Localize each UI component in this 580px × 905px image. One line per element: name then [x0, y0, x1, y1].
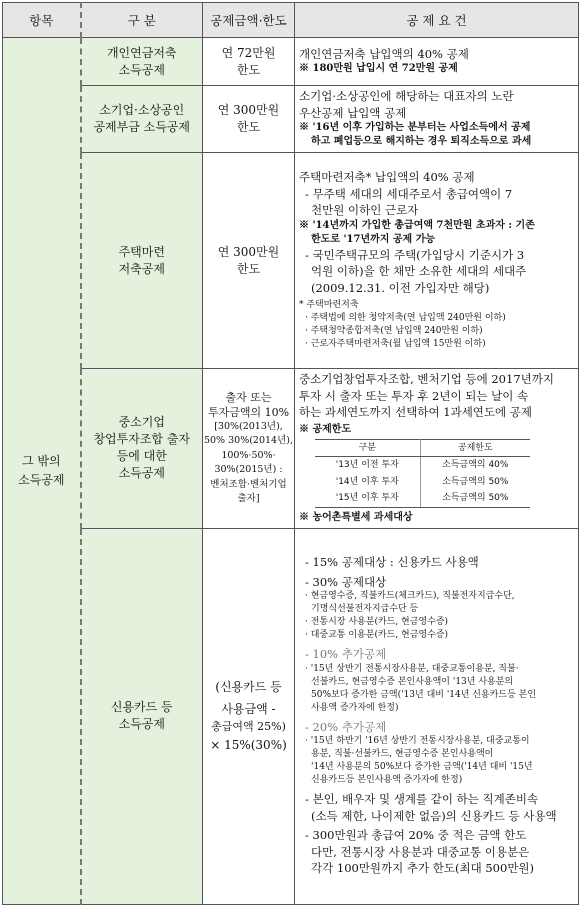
category-label: 중소기업	[118, 415, 165, 430]
subtable-header: 구분	[315, 439, 420, 457]
requirement-note: ※ 농어촌특별세 과세대상	[299, 511, 413, 523]
deduction-limit-subtable	[315, 439, 530, 508]
requirement-text: - 300만원과 총급여 20% 중 적은 금액 한도	[305, 828, 527, 843]
category-cell	[81, 369, 203, 529]
limit-cell	[203, 86, 295, 153]
requirement-cell	[295, 369, 579, 529]
requirement-text: · '15년 하반기 '16년 상반기 전통시장사용분, 대중교통이	[305, 736, 530, 747]
limit-cell	[203, 528, 295, 904]
limit-text: [30%(2013년),	[214, 420, 283, 432]
category-label: 창업투자조합 출자	[93, 432, 191, 447]
table-row	[3, 153, 579, 369]
requirement-note: 하고 폐업등으로 해지하는 경우 퇴직소득으로 과세	[311, 136, 532, 147]
requirement-note: ※ '14년까지 가입한 총급여액 7천만원 초과자 : 기존	[299, 219, 535, 231]
category-label: 개인연금저축	[106, 45, 177, 60]
requirement-text: (2009.12.31. 이전 가입자만 해당)	[311, 280, 490, 295]
category-cell	[81, 153, 203, 369]
requirement-text: 천만원 이하인 근로자	[311, 203, 419, 217]
limit-text: 한도	[236, 261, 261, 276]
item-cell	[3, 38, 81, 905]
limit-text: 벤처조합·벤처기업	[210, 478, 287, 490]
requirement-text: 용분, 직불·선불카드, 현금영수증 본인사용액이	[311, 749, 494, 760]
limit-text: (신용카드 등	[215, 679, 282, 694]
table-row	[3, 528, 579, 904]
requirement-text: 소기업·소상공인에 해당하는 대표자의 노란	[299, 89, 514, 103]
requirement-cell	[295, 86, 579, 153]
category-label: 소득공제	[118, 62, 165, 77]
table-row	[3, 86, 579, 153]
requirement-text: 억원 이하)을 한 채만 소유한 세대의 세대주	[311, 264, 527, 278]
requirement-footnote: · 근로자주택마련저축(월 납입액 15만원 이하)	[305, 339, 486, 349]
limit-text: 30%(2015년) :	[214, 464, 283, 476]
subtable-cell: '14년 이후 투자	[315, 474, 420, 491]
limit-text: 한도	[236, 120, 261, 134]
requirement-text: · 전통시장 사용분(카드, 현금영수증)	[305, 617, 449, 628]
header-item: 항목	[3, 3, 81, 38]
requirement-text: 기명식선불전자지급수단 등	[311, 604, 419, 615]
requirement-text: 각각 100만원까지 추가 한도(최대 500만원)	[311, 861, 535, 876]
requirement-text: - 10% 추가공제	[305, 647, 387, 662]
requirement-text: 50%보다 증가한 금액('13년 대비 '14년 신용카드등 본인	[311, 689, 537, 700]
requirement-footnote: · 주택법에 의한 청약저축(연 납입액 240만원 이하)	[305, 313, 506, 323]
limit-text: 연 300만원	[217, 244, 280, 259]
requirement-text: 신용카드등 본인사용액 증가자에 한정)	[311, 775, 463, 786]
requirement-note: ※ 180만원 납입시 연 72만원 공제	[299, 63, 458, 75]
requirement-text: - 15% 공제대상 : 신용카드 사용액	[305, 555, 479, 570]
requirement-text: 사용액 증가자에 한정)	[311, 702, 399, 713]
table-row	[3, 38, 579, 86]
requirement-text: · 현금영수증, 직불카드(체크카드), 직불전자지급수단,	[305, 591, 515, 602]
limit-text: 총급여액 25%)	[211, 719, 286, 733]
header-requirement: 공 제 요 건	[295, 3, 579, 38]
subtable-cell: '15년 이후 투자	[315, 490, 420, 507]
deduction-table	[2, 2, 579, 905]
requirement-footnote: * 주택마련저축	[299, 300, 359, 310]
category-label: 소기업·소상공인	[99, 103, 185, 117]
item-label: 그 밖의	[21, 453, 61, 468]
requirement-text: · 대중교통 이용분(카드, 현금영수증)	[305, 630, 449, 641]
category-label: 저축공제	[118, 261, 165, 276]
requirement-text: 하는 과세연도까지 선택하여 1과세연도에 공제	[299, 405, 533, 419]
limit-text: 한도	[236, 62, 261, 77]
requirement-text: 투자 시 출자 또는 투자 후 2년이 되는 날이 속	[299, 388, 529, 403]
requirement-text: - 본인, 배우자 및 생계를 같이 하는 직계존비속	[305, 792, 539, 807]
requirement-text: 다만, 전통시장 사용분과 대중교통 이용분은	[311, 844, 530, 859]
requirement-text: 개인연금저축 납입액의 40% 공제	[299, 46, 469, 61]
requirement-text: '14년 사용분의 50%보다 증가한 금액('14년 대비 '15년	[311, 762, 533, 773]
limit-cell	[203, 369, 295, 529]
category-cell	[81, 86, 203, 153]
subtable-header: 공제한도	[420, 439, 530, 457]
requirement-text: - 무주택 세대의 세대주로서 총급여액이 7	[305, 186, 513, 201]
subtable-cell: '13년 이전 투자	[315, 457, 420, 474]
limit-text: 50% 30%(2014년),	[203, 435, 294, 447]
category-label: 소득공제	[118, 466, 165, 481]
subtable-cell: 소득금액의 40%	[442, 460, 509, 470]
requirement-text: · '15년 상반기 전통시장사용분, 대중교통이용분, 직불·	[305, 663, 519, 674]
item-label: 소득공제	[18, 472, 65, 487]
table-header-row	[3, 3, 579, 38]
limit-text: 사용금액 -	[221, 701, 276, 716]
requirement-text: 중소기업창업투자조합, 벤처기업 등에 2017년까지	[299, 372, 554, 386]
subtable-cell: 소득금액의 50%	[442, 476, 509, 487]
category-label: 공제부금 소득공제	[93, 120, 191, 134]
limit-text: 100%·50%·	[221, 449, 276, 461]
subtable-cell: 소득금액의 50%	[420, 490, 530, 507]
limit-text: × 15%(30%)	[210, 738, 287, 753]
requirement-text: 선불카드, 현금영수증 본인사용액이 '13년 사용분의	[311, 676, 514, 687]
limit-text: 연 72만원	[221, 45, 276, 60]
category-label: 소득공제	[118, 717, 165, 731]
table-row	[3, 369, 579, 529]
limit-text: 연 300만원	[217, 103, 280, 117]
requirement-text: 주택마련저축* 납입액의 40% 공제	[299, 170, 475, 184]
category-label: 등에 대한	[116, 449, 167, 464]
limit-text: 출자 또는	[225, 390, 272, 404]
header-category: 구 분	[81, 3, 203, 38]
limit-cell	[203, 153, 295, 369]
limit-text: 출자]	[237, 493, 260, 505]
requirement-cell	[295, 528, 579, 904]
requirement-text: (소득 제한, 나이제한 없음)의 신용카드 등 사용액	[311, 808, 557, 823]
requirement-note: ※ 공제한도	[299, 423, 352, 435]
header-limit: 공제금액·한도	[203, 3, 295, 38]
requirement-text: - 30% 공제대상	[305, 574, 387, 589]
category-label: 신용카드 등	[110, 700, 173, 714]
requirement-text: - 국민주택규모의 주택(가입당시 기준시가 3	[305, 247, 525, 262]
requirement-text: - 20% 추가공제	[305, 719, 387, 734]
requirement-cell	[295, 38, 579, 86]
requirement-text: 우산공제 납입액 공제	[299, 105, 407, 120]
limit-cell	[203, 38, 295, 86]
limit-text: 투자금액의 10%	[207, 405, 290, 419]
requirement-note: 한도로 '17년까지 공제 가능	[311, 233, 436, 245]
requirement-footnote: · 주택청약종합저축(연 납입액 240만원 이하)	[305, 326, 483, 336]
requirement-cell	[295, 153, 579, 369]
category-label: 주택마련	[118, 244, 165, 259]
category-cell	[81, 38, 203, 86]
requirement-note: ※ '16년 이후 가입하는 분부터는 사업소득에서 공제	[299, 122, 531, 133]
category-cell	[81, 528, 203, 904]
